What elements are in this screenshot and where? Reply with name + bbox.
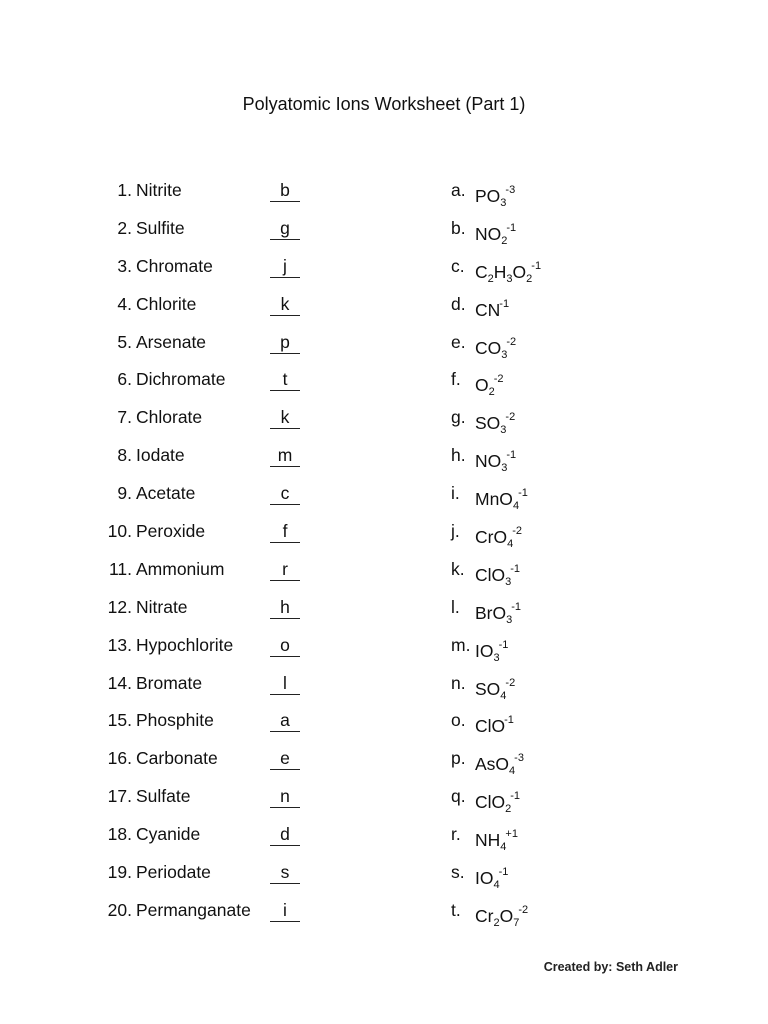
formula-text: CrO	[475, 527, 508, 548]
answer-blank: n	[270, 785, 300, 808]
choice-letter: s.	[451, 862, 465, 883]
answer-blank: j	[270, 255, 300, 278]
formula-subscript: 4	[500, 841, 507, 854]
item-number: 3.	[117, 255, 132, 276]
answer-blank: t	[270, 368, 300, 391]
item-number: 11.	[108, 558, 132, 579]
answer-blank: f	[270, 520, 300, 543]
formula-charge: -1	[518, 487, 528, 500]
ion-name: Arsenate	[136, 331, 207, 352]
formula-subscript: 3	[500, 197, 507, 209]
chemical-formula	[475, 479, 528, 520]
item-number: 13.	[107, 634, 132, 655]
ion-formula-row	[448, 214, 648, 252]
answer-blank: a	[270, 709, 300, 732]
ion-names-column	[96, 176, 416, 934]
ion-name-row	[96, 782, 416, 820]
ion-formula-row	[448, 365, 648, 403]
choice-letter: a.	[451, 180, 466, 200]
choice-letter: h.	[451, 445, 466, 466]
formula-charge: -1	[498, 638, 509, 651]
ion-name-row	[96, 744, 416, 782]
item-number: 18.	[107, 824, 132, 845]
chemical-formula	[475, 744, 524, 785]
formula-text: NO	[475, 223, 502, 244]
ion-name: Iodate	[136, 445, 185, 466]
choice-letter: q.	[451, 786, 466, 807]
ion-name-row	[96, 290, 416, 328]
formula-charge: -1	[510, 562, 521, 575]
ion-formula-row	[448, 706, 648, 744]
choice-letter: o.	[451, 710, 466, 731]
answer-blank: k	[270, 293, 300, 316]
ion-name: Chlorite	[136, 293, 197, 314]
answer-blank: g	[270, 217, 300, 240]
ion-name: Nitrate	[136, 596, 188, 617]
formula-charge: +1	[505, 828, 518, 841]
formula-text: O	[475, 375, 489, 396]
formula-charge: -2	[505, 411, 516, 424]
choice-letter: r.	[451, 824, 461, 845]
item-number: 17.	[107, 786, 132, 807]
ion-formula-row	[448, 593, 648, 631]
choice-letter: j.	[451, 521, 460, 542]
ion-name: Phosphite	[136, 710, 214, 731]
ion-formula-row	[448, 820, 648, 858]
ion-formula-row	[448, 176, 648, 214]
formula-text: CN	[475, 299, 501, 320]
formula-charge: -1	[499, 297, 510, 310]
ion-name-row	[96, 896, 416, 934]
ion-formula-row	[448, 252, 648, 290]
ion-name: Carbonate	[136, 748, 218, 769]
ion-formula-row	[448, 403, 648, 441]
formula-subscript: 4	[509, 765, 516, 778]
chemical-formula	[475, 555, 520, 596]
ion-name: Dichromate	[136, 369, 226, 390]
item-number: 12.	[107, 596, 132, 617]
choice-letter: k.	[451, 558, 465, 579]
formula-text: O	[499, 905, 514, 926]
formula-text: MnO	[475, 489, 513, 510]
answer-blank: o	[270, 634, 300, 657]
ion-formula-row	[448, 631, 648, 669]
ion-name-row	[96, 631, 416, 669]
ion-name-row	[96, 252, 416, 290]
item-number: 16.	[107, 748, 132, 769]
choice-letter: f.	[451, 369, 461, 390]
item-number: 10.	[107, 521, 132, 542]
formula-text: O	[512, 261, 527, 282]
chemical-formula	[475, 858, 508, 899]
formula-subscript: 3	[500, 424, 507, 437]
ion-name-row	[96, 328, 416, 366]
ion-formula-row	[448, 744, 648, 782]
formula-subscript: 4	[493, 879, 500, 892]
formula-charge: -2	[493, 373, 504, 386]
ion-formula-row	[448, 328, 648, 366]
answer-blank: s	[270, 861, 300, 884]
ion-name-row	[96, 403, 416, 441]
chemical-formula	[475, 176, 515, 217]
ion-name: Cyanide	[136, 824, 201, 845]
formula-text: SO	[475, 678, 501, 699]
answer-blank: c	[270, 482, 300, 505]
answer-blank: b	[270, 179, 300, 202]
formula-subscript: 4	[512, 500, 520, 513]
ion-formula-row	[448, 290, 648, 328]
ion-name-row	[96, 479, 416, 517]
formula-text: AsO	[475, 754, 510, 775]
chemical-formula	[475, 328, 516, 369]
answer-blank: k	[270, 406, 300, 429]
chemical-formula	[475, 782, 520, 823]
formula-text: IO	[475, 640, 494, 661]
choice-letter: p.	[451, 748, 466, 769]
formula-charge: -2	[506, 335, 517, 348]
ion-name: Acetate	[136, 483, 196, 504]
ion-name: Ammonium	[136, 558, 225, 579]
formula-text: NO	[475, 451, 502, 472]
formula-subscript: 3	[493, 651, 500, 664]
item-number: 14.	[107, 672, 132, 693]
ion-name-row	[96, 176, 416, 214]
formula-charge: -2	[518, 903, 529, 916]
ion-name-row	[96, 669, 416, 707]
choice-letter: t.	[451, 899, 461, 920]
chemical-formula	[475, 252, 541, 293]
answer-blank: h	[270, 596, 300, 619]
formula-subscript: 2	[501, 234, 508, 247]
choice-letter: m.	[451, 634, 471, 655]
chemical-formula	[475, 896, 528, 937]
formula-text: NH	[475, 830, 501, 851]
formula-subscript: 4	[507, 538, 514, 551]
formula-subscript: 2	[505, 803, 512, 816]
formula-subscript: 3	[501, 348, 508, 361]
ion-formula-row	[448, 517, 648, 555]
ion-formula-row	[448, 858, 648, 896]
ion-name: Nitrite	[136, 180, 182, 200]
formula-text: C	[475, 261, 488, 282]
formula-text: BrO	[475, 602, 507, 623]
formula-charge: -1	[510, 790, 521, 803]
formula-subscript: 2	[526, 272, 533, 285]
formula-subscript: 3	[501, 462, 508, 475]
formula-text: ClO	[475, 716, 506, 737]
ion-formula-row	[448, 441, 648, 479]
formula-subscript: 2	[488, 386, 495, 399]
ion-formula-row	[448, 896, 648, 934]
item-number: 15.	[107, 710, 132, 731]
worksheet-title: Polyatomic Ions Worksheet (Part 1)	[242, 94, 526, 114]
ion-name: Periodate	[136, 862, 211, 883]
formula-subscript: 3	[506, 613, 513, 626]
ion-name-row	[96, 365, 416, 403]
item-number: 5.	[117, 331, 132, 352]
author-credit: Created by: Seth Adler	[543, 960, 678, 974]
formula-subscript: 2	[493, 916, 500, 929]
ion-name-row	[96, 555, 416, 593]
formula-subscript: 2	[487, 272, 494, 285]
choice-letter: d.	[451, 293, 466, 314]
ion-formula-row	[448, 669, 648, 707]
choice-letter: l.	[451, 596, 460, 617]
formula-charge: -3	[505, 184, 516, 196]
ion-formula-row	[448, 555, 648, 593]
chemical-formula	[475, 593, 521, 634]
chemical-formula	[475, 290, 509, 324]
formula-charge: -1	[506, 449, 517, 462]
ion-name-row	[96, 517, 416, 555]
ion-name-row	[96, 593, 416, 631]
item-number: 9.	[117, 483, 132, 504]
answer-blank: l	[270, 672, 300, 695]
choice-letter: e.	[451, 331, 466, 352]
choice-letter: n.	[451, 672, 466, 693]
ion-name: Hypochlorite	[136, 634, 234, 655]
ion-formula-row	[448, 479, 648, 517]
ion-name: Chlorate	[136, 407, 203, 428]
item-number: 8.	[117, 445, 132, 466]
formula-charge: -3	[514, 752, 524, 765]
ion-name-row	[96, 706, 416, 744]
ion-name-row	[96, 820, 416, 858]
item-number: 1.	[117, 180, 132, 200]
ion-name: Permanganate	[136, 899, 251, 920]
ion-formulas-column	[448, 176, 648, 934]
formula-charge: -1	[531, 259, 542, 272]
ion-name: Chromate	[136, 255, 213, 276]
ion-name: Peroxide	[136, 521, 206, 542]
ion-name-row	[96, 441, 416, 479]
answer-blank: p	[270, 331, 300, 354]
formula-charge: -1	[506, 221, 517, 234]
formula-text: IO	[475, 868, 494, 889]
formula-charge: -1	[504, 714, 514, 727]
chemical-formula	[475, 517, 522, 558]
answer-blank: r	[270, 558, 300, 581]
formula-text: H	[493, 261, 507, 282]
formula-text: PO	[475, 186, 501, 206]
formula-text: Cr	[475, 905, 494, 926]
formula-charge: -1	[511, 600, 522, 613]
formula-subscript: 4	[500, 689, 507, 702]
ion-name-row	[96, 858, 416, 896]
item-number: 20.	[107, 899, 132, 920]
chemical-formula	[475, 403, 515, 444]
choice-letter: g.	[451, 407, 466, 428]
chemical-formula	[475, 441, 516, 482]
formula-text: CO	[475, 337, 502, 358]
answer-blank: d	[270, 823, 300, 846]
chemical-formula	[475, 365, 504, 406]
answer-blank: e	[270, 747, 300, 770]
chemical-formula	[475, 820, 518, 861]
item-number: 6.	[117, 369, 132, 390]
item-number: 4.	[117, 293, 132, 314]
formula-charge: -1	[498, 866, 509, 879]
item-number: 19.	[107, 862, 132, 883]
choice-letter: b.	[451, 217, 466, 238]
ion-name-row	[96, 214, 416, 252]
ion-name: Sulfite	[136, 217, 185, 238]
formula-charge: -2	[512, 525, 522, 538]
chemical-formula	[475, 214, 516, 255]
formula-subscript: 7	[513, 916, 520, 929]
choice-letter: i.	[451, 483, 460, 504]
ion-formula-row	[448, 782, 648, 820]
item-number: 7.	[117, 407, 132, 428]
formula-text: SO	[475, 413, 501, 434]
ion-name: Bromate	[136, 672, 203, 693]
formula-subscript: 3	[505, 575, 512, 588]
formula-subscript: 3	[506, 272, 513, 285]
answer-blank: m	[270, 444, 300, 467]
answer-blank: i	[270, 899, 300, 922]
chemical-formula	[475, 631, 508, 672]
item-number: 2.	[117, 217, 132, 238]
chemical-formula	[475, 706, 514, 740]
formula-text: ClO	[475, 564, 506, 585]
formula-text: ClO	[475, 792, 506, 813]
chemical-formula	[475, 669, 515, 710]
formula-charge: -2	[505, 676, 516, 689]
ion-name: Sulfate	[136, 786, 191, 807]
choice-letter: c.	[451, 255, 465, 276]
